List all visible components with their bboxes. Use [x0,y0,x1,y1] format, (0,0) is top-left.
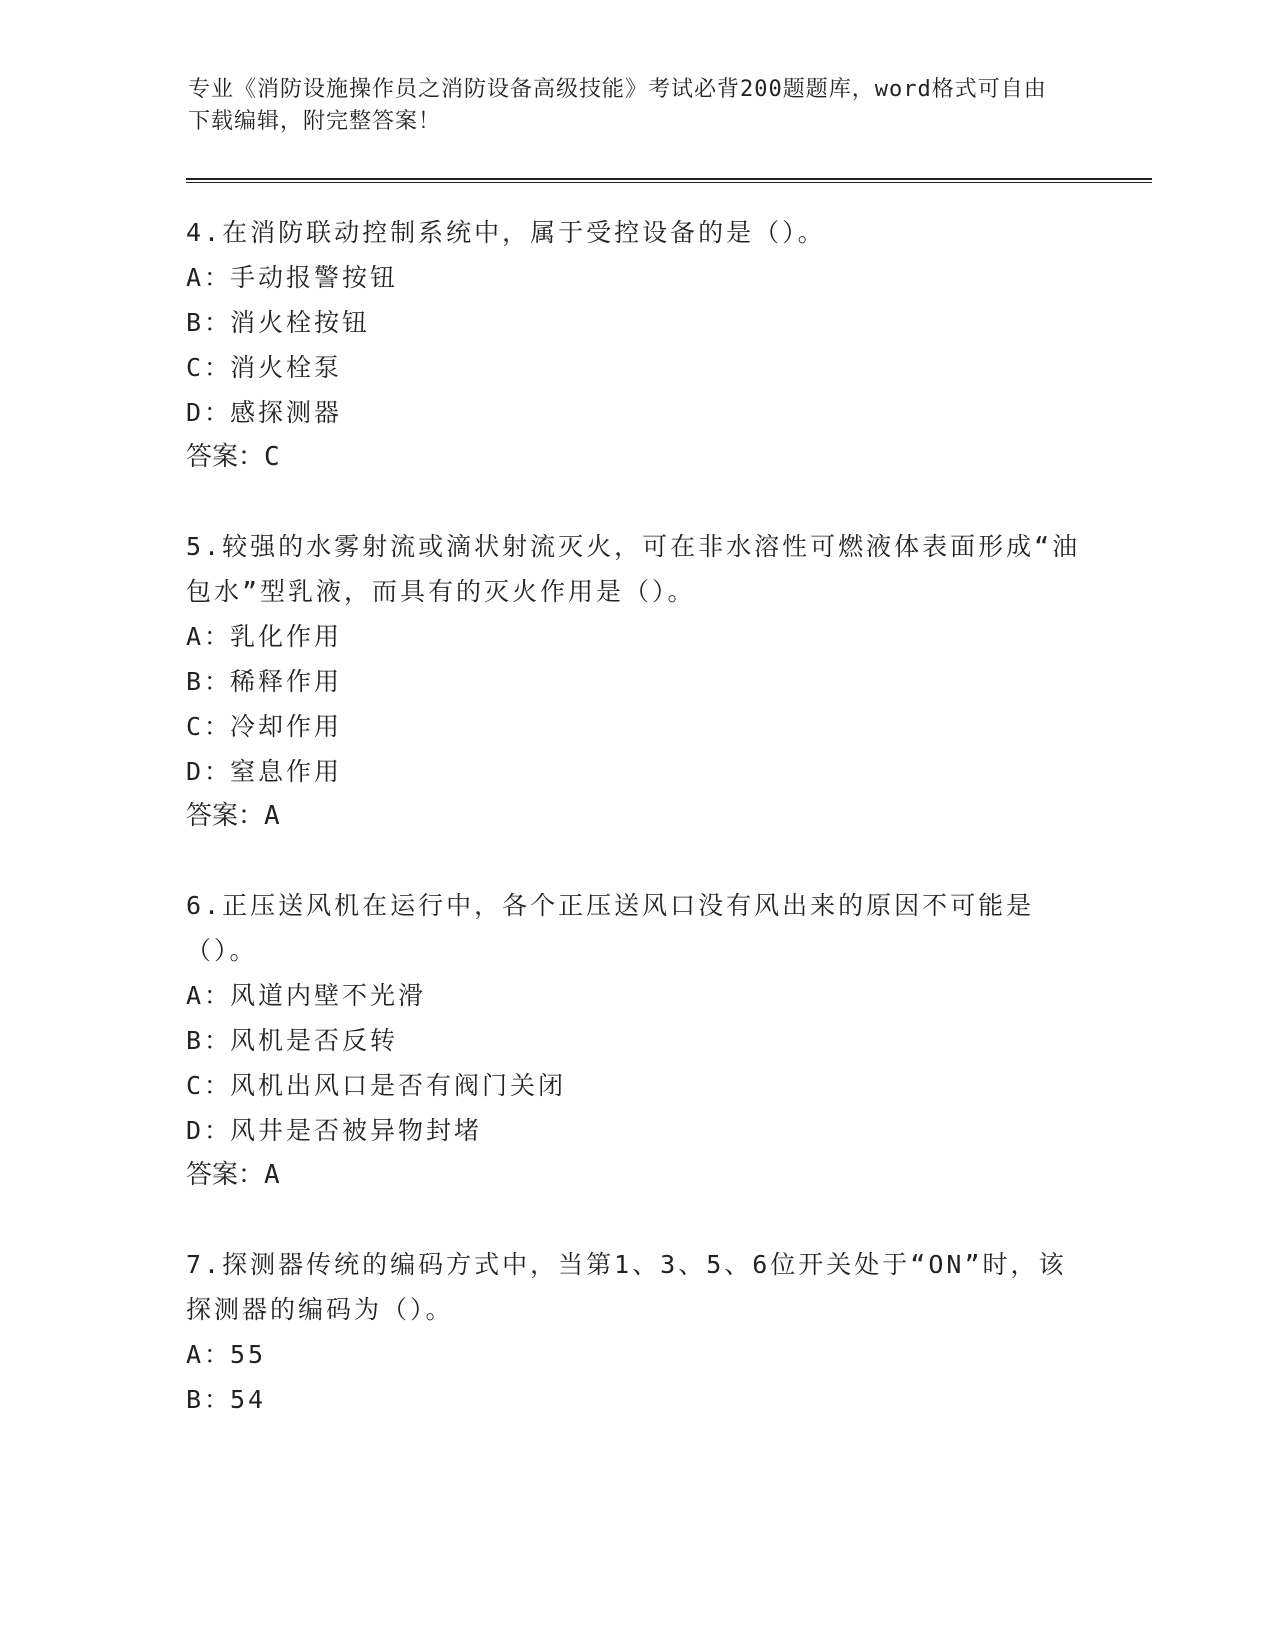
option-c [186,1063,1086,1108]
option-text: 风道内壁不光滑 [230,981,427,1010]
option-text: 手动报警按钮 [230,263,399,292]
question-stem: 5.较强的水雾射流或滴状射流灭火，可在非水溶性可燃液体表面形成“油包水”型乳液，而具有的灭火作用是（）。 [186,532,1081,606]
option-a [186,973,1086,1018]
option-letter: B： [186,308,233,337]
option-b [186,1377,1086,1422]
option-text: 风机是否反转 [230,1026,399,1055]
option-letter: D： [186,757,233,786]
question-stem: 6.正压送风机在运行中，各个正压送风口没有风出来的原因不可能是（）。 [186,891,1035,965]
option-b [186,659,1086,704]
answer-value: A [264,801,280,831]
answer-line [186,435,1086,480]
option-d [186,1108,1086,1153]
option-text: 乳化作用 [230,622,343,651]
option-letter: A： [186,622,233,651]
question-stem: 4.在消防联动控制系统中，属于受控设备的是（）。 [186,218,826,247]
question-list [186,210,1086,1466]
question-stem: 7.探测器传统的编码方式中，当第1、3、5、6位开关处于“ON”时，该探测器的编码为（）。 [186,1250,1067,1324]
option-text: 冷却作用 [230,712,343,741]
option-b [186,300,1086,345]
option-text: 感探测器 [230,398,343,427]
option-letter: A： [186,1340,233,1369]
option-letter: B： [186,1026,233,1055]
header-divider [186,178,1152,183]
option-text: 消火栓泵 [230,353,343,382]
option-letter: C： [186,712,233,741]
option-a [186,614,1086,659]
option-c [186,704,1086,749]
answer-value: C [264,442,280,472]
option-letter: A： [186,263,233,292]
option-letter: C： [186,353,233,382]
option-text: 消火栓按钮 [230,308,371,337]
option-c [186,345,1086,390]
option-text: 风井是否被异物封堵 [230,1116,483,1145]
question-item [186,524,1086,839]
option-text: 稀释作用 [230,667,343,696]
option-letter: D： [186,398,233,427]
question-item [186,210,1086,480]
option-d [186,749,1086,794]
option-letter: B： [186,1385,233,1414]
option-text: 55 [230,1340,267,1369]
option-letter: A： [186,981,233,1010]
option-text: 风机出风口是否有阀门关闭 [230,1071,567,1100]
option-a [186,1332,1086,1377]
answer-line [186,794,1086,839]
option-letter: D： [186,1116,233,1145]
answer-line [186,1153,1086,1198]
answer-label: 答案： [186,801,265,831]
option-letter: B： [186,667,233,696]
option-b [186,1018,1086,1063]
option-d [186,390,1086,435]
option-text: 窒息作用 [230,757,343,786]
option-letter: C： [186,1071,233,1100]
answer-label: 答案： [186,1160,265,1190]
question-item [186,883,1086,1198]
option-text: 54 [230,1385,267,1414]
answer-label: 答案： [186,442,265,472]
document-header: 专业《消防设施操作员之消防设备高级技能》考试必背200题题库，word格式可自由下载编辑，附完整答案！ [188,77,1047,134]
question-item [186,1242,1086,1422]
option-a [186,255,1086,300]
answer-value: A [264,1160,280,1190]
